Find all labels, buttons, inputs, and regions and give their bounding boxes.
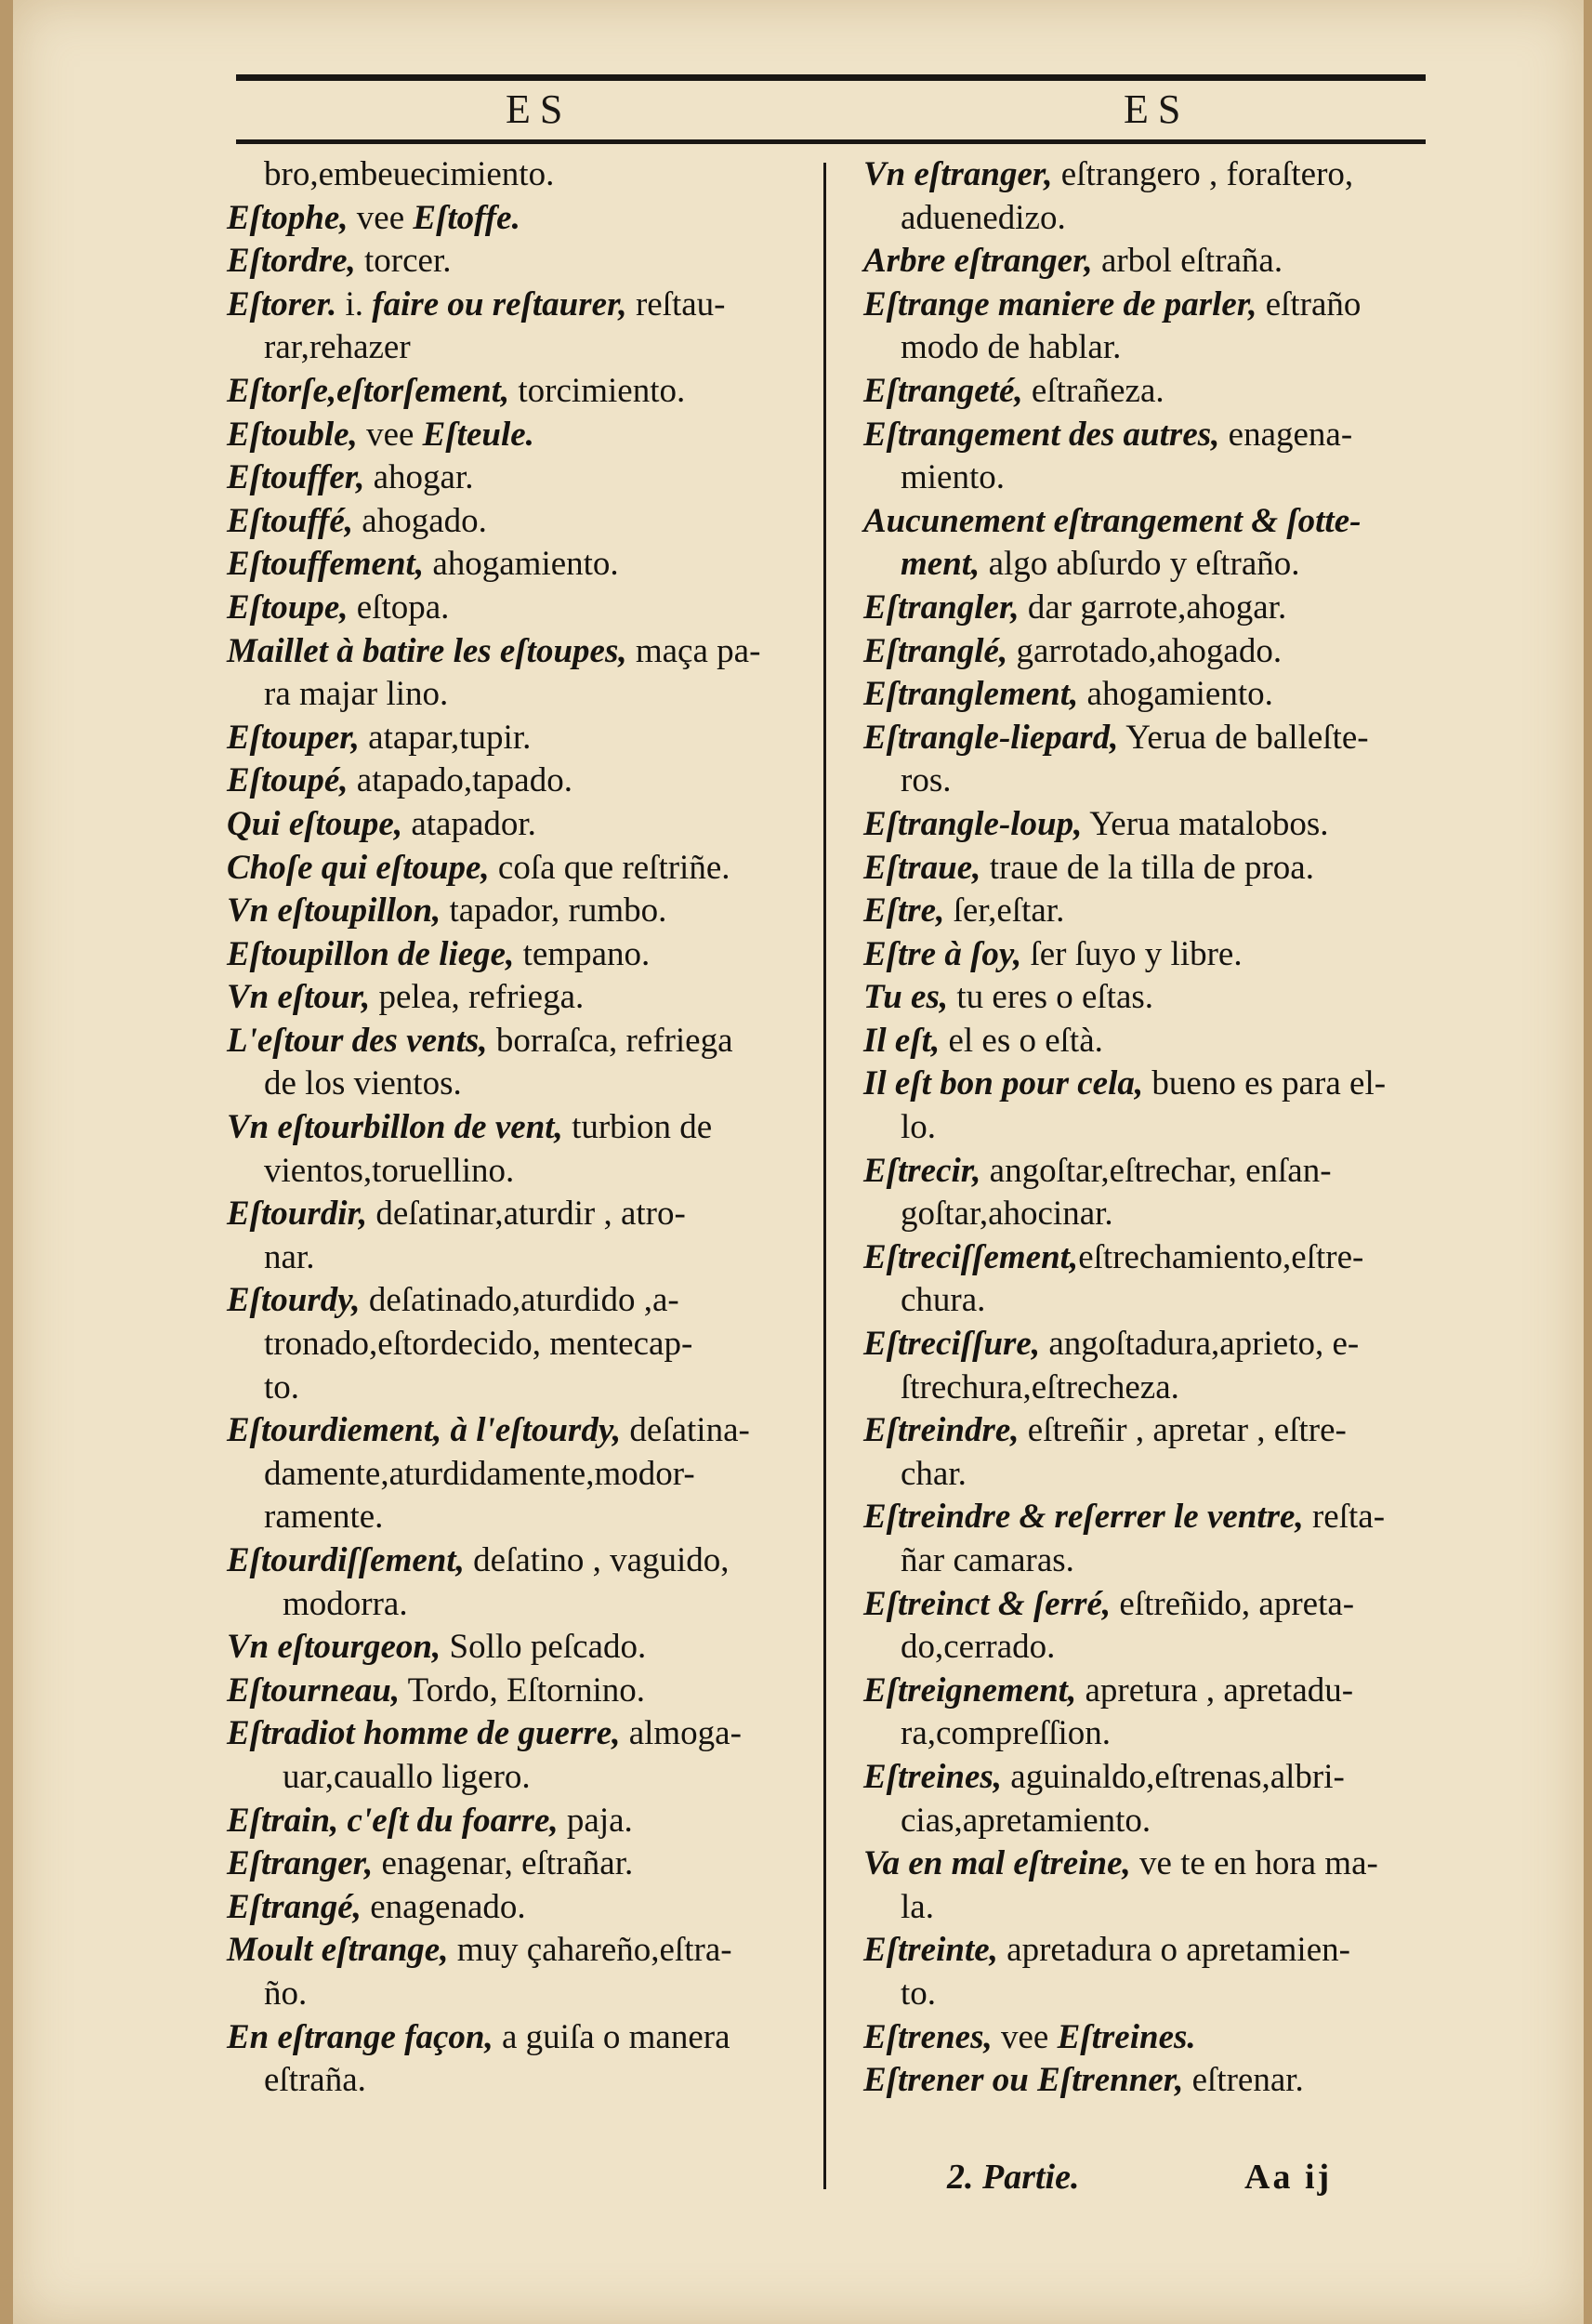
dictionary-line xyxy=(863,2059,1449,2103)
running-head-right: ES xyxy=(1124,86,1191,132)
spanish-gloss: eſtraño xyxy=(1256,284,1362,324)
spanish-gloss: atapado,tapado. xyxy=(348,761,572,800)
french-headword: Eſtrangement des autres, xyxy=(863,415,1220,454)
header-rule xyxy=(236,139,1426,144)
spanish-gloss: do,cerrado. xyxy=(901,1628,1056,1667)
spanish-gloss: eſtreñir , apretar , eſtre- xyxy=(1019,1411,1347,1450)
spanish-gloss: miento. xyxy=(901,458,1006,497)
french-headword: Il eſt, xyxy=(863,1021,941,1060)
spanish-gloss: dar garrote,ahogar. xyxy=(1019,588,1287,627)
spanish-gloss: uar,cauallo ligero. xyxy=(283,1757,531,1796)
spanish-gloss: apretura , apretadu- xyxy=(1076,1670,1354,1710)
spanish-gloss: algo abſurdo y eſtraño. xyxy=(980,545,1300,584)
spanish-gloss: i. xyxy=(336,284,373,324)
dictionary-line xyxy=(227,847,810,891)
spanish-gloss: tu eres o eſtas. xyxy=(948,978,1154,1017)
spanish-gloss: de los vientos. xyxy=(264,1064,462,1103)
dictionary-line xyxy=(863,1150,1449,1194)
dictionary-line xyxy=(863,1886,1449,1930)
dictionary-line xyxy=(227,1367,810,1410)
french-headword: Arbre eſtranger, xyxy=(863,242,1093,281)
french-headword: Choſe qui eſtoupe, xyxy=(227,848,490,887)
spanish-gloss: eſtreñido, apreta- xyxy=(1111,1584,1355,1623)
signature-label: 2. Partie. xyxy=(947,2158,1080,2197)
french-headword: Vn eſtoupillon, xyxy=(227,891,441,931)
spanish-gloss: enagenar, eſtrañar. xyxy=(373,1844,634,1883)
spanish-gloss: deſatinado,aturdido ,a- xyxy=(360,1281,679,1320)
french-headword: Eſtoupillon de liege, xyxy=(227,934,515,973)
spanish-gloss: a guiſa o manera xyxy=(493,2017,730,2056)
french-headword: Eſtourdir, xyxy=(227,1195,368,1234)
french-headword: Eſtourneau, xyxy=(227,1670,401,1710)
spanish-gloss: cias,apretamiento. xyxy=(901,1801,1151,1840)
spanish-gloss: atapar,tupir. xyxy=(359,718,532,757)
french-headword: Eſtre, xyxy=(863,891,945,931)
column-divider xyxy=(823,163,826,2189)
dictionary-line xyxy=(863,500,1449,544)
dictionary-line xyxy=(863,1367,1449,1410)
dictionary-line xyxy=(227,153,810,197)
dictionary-line xyxy=(227,326,810,370)
dictionary-line xyxy=(227,1020,810,1063)
spanish-gloss: maça pa- xyxy=(626,631,761,670)
spanish-gloss: bueno es para el- xyxy=(1143,1064,1387,1103)
spanish-gloss: vee xyxy=(357,415,423,454)
dictionary-line xyxy=(227,1583,810,1627)
spanish-gloss: el es o eſtà. xyxy=(940,1021,1103,1060)
spanish-gloss: eſtrangero , foraſtero, xyxy=(1052,155,1354,193)
french-headword: Eſtranglement, xyxy=(863,675,1079,714)
dictionary-line xyxy=(863,1670,1449,1713)
left-column xyxy=(227,153,810,2103)
dictionary-line xyxy=(227,1150,810,1194)
spanish-gloss: garrotado,ahogado. xyxy=(1007,631,1283,670)
dictionary-line xyxy=(863,1496,1449,1539)
top-rule xyxy=(236,74,1426,81)
dictionary-line xyxy=(227,587,810,630)
spanish-gloss: ſer,eſtar. xyxy=(944,891,1065,931)
french-headword: L'eſtour des vents, xyxy=(227,1021,488,1060)
french-headword: Eſtrecir, xyxy=(863,1151,981,1190)
spanish-gloss: tempano. xyxy=(514,934,651,973)
french-headword: Eſtrangle-loup, xyxy=(863,804,1083,843)
french-headword: Eſtradiot homme de guerre, xyxy=(227,1714,621,1753)
spanish-gloss: paja. xyxy=(558,1801,633,1840)
dictionary-line xyxy=(863,890,1449,933)
french-headword: Tu es, xyxy=(863,978,949,1017)
spanish-gloss: ñar camaras. xyxy=(901,1541,1074,1579)
spanish-gloss: enagenado. xyxy=(361,1887,526,1926)
running-head-left: ES xyxy=(506,86,572,132)
french-headword: Eſtrangle-liepard, xyxy=(863,718,1119,757)
dictionary-line xyxy=(227,1496,810,1539)
dictionary-line xyxy=(863,153,1449,197)
dictionary-line xyxy=(863,1236,1449,1280)
cross-reference: faire ou reſtaurer, xyxy=(372,284,627,324)
spanish-gloss: ño. xyxy=(264,1974,308,2013)
dictionary-line xyxy=(863,1929,1449,1973)
spanish-gloss: aduenedizo. xyxy=(901,198,1066,237)
dictionary-line xyxy=(863,976,1449,1020)
dictionary-line xyxy=(863,847,1449,891)
dictionary-line xyxy=(863,1323,1449,1367)
dictionary-line xyxy=(227,1279,810,1323)
french-headword: Va en mal eſtreine, xyxy=(863,1844,1131,1883)
french-headword: Eſtourdiement, à l'eſtourdy, xyxy=(227,1411,622,1450)
spanish-gloss: lo. xyxy=(901,1108,937,1147)
dictionary-line xyxy=(863,759,1449,803)
french-headword: Eſtreinct & ſerré, xyxy=(863,1584,1112,1623)
dictionary-line xyxy=(863,1539,1449,1583)
spanish-gloss: muy çahareño,eſtra- xyxy=(448,1931,732,1970)
dictionary-line xyxy=(227,1106,810,1150)
spanish-gloss: ra,compreſſion. xyxy=(901,1714,1112,1753)
spanish-gloss: tapador, rumbo. xyxy=(441,891,667,931)
spanish-gloss: vee xyxy=(348,198,414,237)
dictionary-line xyxy=(227,414,810,457)
dictionary-line xyxy=(863,326,1449,370)
french-headword: Eſtouffé, xyxy=(227,501,354,540)
french-headword: Vn eſtour, xyxy=(227,978,371,1017)
spanish-gloss: chura. xyxy=(901,1281,986,1320)
book-page xyxy=(13,0,1584,2324)
spanish-gloss: coſa que reſtriñe. xyxy=(489,848,730,887)
spanish-gloss: vee xyxy=(992,2017,1058,2056)
spanish-gloss: aguinaldo,eſtrenas,albri- xyxy=(1002,1757,1345,1796)
french-headword: Eſtouble, xyxy=(227,415,358,454)
dictionary-line xyxy=(227,284,810,327)
spanish-gloss: modo de hablar. xyxy=(901,328,1122,367)
dictionary-line xyxy=(227,500,810,544)
spanish-gloss: eſtopa. xyxy=(348,588,450,627)
french-headword: Eſtouper, xyxy=(227,718,360,757)
french-headword: Eſtrangé, xyxy=(227,1887,362,1926)
dictionary-line xyxy=(227,976,810,1020)
dictionary-line xyxy=(227,1409,810,1453)
dictionary-line xyxy=(863,1626,1449,1670)
spanish-gloss: ahogamiento. xyxy=(424,545,619,584)
spanish-gloss: angoſtar,eſtrechar, enſan- xyxy=(980,1151,1332,1190)
dictionary-line xyxy=(863,240,1449,284)
spanish-gloss: ve te en hora ma- xyxy=(1130,1844,1378,1883)
french-headword: Eſtourdy, xyxy=(227,1281,361,1320)
spanish-gloss: eſtrenar. xyxy=(1183,2061,1304,2100)
dictionary-line xyxy=(863,414,1449,457)
spanish-gloss: eſtrechamiento,eſtre- xyxy=(1078,1237,1364,1276)
dictionary-line xyxy=(863,370,1449,414)
spanish-gloss: traue de la tilla de proa. xyxy=(980,848,1314,887)
spanish-gloss: ahogado. xyxy=(353,501,487,540)
dictionary-line xyxy=(863,1800,1449,1843)
spanish-gloss: char. xyxy=(901,1454,967,1493)
spanish-gloss: nar. xyxy=(264,1237,315,1276)
dictionary-line xyxy=(227,2016,810,2060)
spanish-gloss: borraſca, refriega xyxy=(487,1021,733,1060)
cross-reference: Eſtoffe. xyxy=(413,198,520,237)
spanish-gloss: reſta- xyxy=(1303,1498,1386,1537)
spanish-gloss: ra majar lino. xyxy=(264,675,449,714)
dictionary-line xyxy=(227,1236,810,1280)
spanish-gloss: rar,rehazer xyxy=(264,328,411,367)
french-headword: ment, xyxy=(901,545,980,584)
spanish-gloss: torcimiento. xyxy=(509,371,686,410)
dictionary-line xyxy=(227,890,810,933)
dictionary-line xyxy=(863,1020,1449,1063)
spanish-gloss: to. xyxy=(901,1974,937,2013)
dictionary-line xyxy=(227,1323,810,1367)
spanish-gloss: bro,embeuecimiento. xyxy=(264,155,555,193)
french-headword: Eſtreindre, xyxy=(863,1411,1020,1450)
spanish-gloss: eſtraña. xyxy=(264,2061,366,2100)
french-headword: Eſtreciſſure, xyxy=(863,1325,1041,1364)
spanish-gloss: Sollo peſcado. xyxy=(441,1628,647,1667)
dictionary-line xyxy=(227,933,810,977)
spanish-gloss: angoſtadura,aprieto, e- xyxy=(1040,1325,1360,1364)
cross-reference: Eſtreines. xyxy=(1057,2017,1196,2056)
dictionary-line xyxy=(227,370,810,414)
dictionary-line xyxy=(863,543,1449,587)
spanish-gloss: modorra. xyxy=(283,1584,408,1623)
spanish-gloss: almoga- xyxy=(620,1714,742,1753)
french-headword: En eſtrange façon, xyxy=(227,2017,493,2056)
dictionary-line xyxy=(227,1453,810,1497)
french-headword: Eſtreines, xyxy=(863,1757,1003,1796)
spanish-gloss: Tordo, Eſtornino. xyxy=(400,1670,646,1710)
spanish-gloss: eſtrañeza. xyxy=(1022,371,1164,410)
spanish-gloss: ahogamiento. xyxy=(1078,675,1273,714)
dictionary-line xyxy=(227,717,810,760)
signature-mark: Aa ij xyxy=(1244,2158,1333,2197)
french-headword: Eſtordre, xyxy=(227,242,356,281)
dictionary-line xyxy=(227,1929,810,1973)
spanish-gloss: la. xyxy=(901,1887,934,1926)
dictionary-line xyxy=(863,803,1449,847)
dictionary-line xyxy=(227,1712,810,1756)
spanish-gloss: ramente. xyxy=(264,1498,384,1537)
dictionary-line xyxy=(863,630,1449,674)
dictionary-line xyxy=(863,456,1449,500)
dictionary-line xyxy=(863,1063,1449,1106)
french-headword: Vn eſtourbillon de vent, xyxy=(227,1108,563,1147)
dictionary-line xyxy=(863,587,1449,630)
dictionary-line xyxy=(227,1886,810,1930)
french-headword: Eſtrangler, xyxy=(863,588,1020,627)
dictionary-line xyxy=(863,1842,1449,1886)
french-headword: Eſtrener ou Eſtrenner, xyxy=(863,2061,1184,2100)
french-headword: Aucunement eſtrangement & ſotte- xyxy=(863,501,1362,540)
dictionary-line xyxy=(227,673,810,717)
spanish-gloss: turbion de xyxy=(562,1108,713,1147)
dictionary-line xyxy=(227,543,810,587)
french-headword: Eſtoupé, xyxy=(227,761,349,800)
french-headword: Eſtranger, xyxy=(227,1844,374,1883)
spanish-gloss: ſer ſuyo y libre. xyxy=(1021,934,1243,973)
dictionary-line xyxy=(863,1279,1449,1323)
french-headword: Eſtorer. xyxy=(227,284,337,324)
french-headword: Eſtreindre & reſerrer le ventre, xyxy=(863,1498,1304,1537)
dictionary-line xyxy=(227,197,810,241)
spanish-gloss: ros. xyxy=(901,761,952,800)
spanish-gloss: enagena- xyxy=(1219,415,1353,454)
dictionary-line xyxy=(863,1193,1449,1236)
spanish-gloss: Yerua matalobos. xyxy=(1082,804,1329,843)
french-headword: Vn eſtranger, xyxy=(863,155,1053,193)
dictionary-line xyxy=(227,759,810,803)
cross-reference: Eſteule. xyxy=(422,415,534,454)
french-headword: Eſtrain, c'eſt du foarre, xyxy=(227,1801,559,1840)
dictionary-line xyxy=(227,1626,810,1670)
french-headword: Qui eſtoupe, xyxy=(227,804,403,843)
dictionary-line xyxy=(863,933,1449,977)
dictionary-line xyxy=(863,1583,1449,1627)
french-headword: Eſtoupe, xyxy=(227,588,349,627)
dictionary-line xyxy=(863,1712,1449,1756)
spanish-gloss: deſatino , vaguido, xyxy=(464,1541,730,1579)
dictionary-line xyxy=(863,1973,1449,2016)
spanish-gloss: torcer. xyxy=(355,242,452,281)
french-headword: Il eſt bon pour cela, xyxy=(863,1064,1144,1103)
french-headword: Eſtouffement, xyxy=(227,545,425,584)
french-headword: Eſtophe, xyxy=(227,198,349,237)
spanish-gloss: deſatinar,aturdir , atro- xyxy=(367,1195,686,1234)
french-headword: Eſtreinte, xyxy=(863,1931,998,1970)
french-headword: Eſtouffer, xyxy=(227,458,365,497)
dictionary-line xyxy=(227,1842,810,1886)
spanish-gloss: tronado,eſtordecido, mentecap- xyxy=(264,1325,693,1364)
dictionary-line xyxy=(863,1453,1449,1497)
spanish-gloss: reſtau- xyxy=(626,284,726,324)
spanish-gloss: atapador. xyxy=(402,804,536,843)
dictionary-line xyxy=(227,2059,810,2103)
spanish-gloss: vientos,toruellino. xyxy=(264,1151,515,1190)
spanish-gloss: ahogar. xyxy=(364,458,474,497)
french-headword: Eſtrangeté, xyxy=(863,371,1023,410)
dictionary-line xyxy=(863,197,1449,241)
dictionary-line xyxy=(227,1539,810,1583)
dictionary-line xyxy=(863,1106,1449,1150)
french-headword: Eſtourdiſſement, xyxy=(227,1541,465,1579)
dictionary-line xyxy=(863,717,1449,760)
spanish-gloss: Yerua de balleſte- xyxy=(1118,718,1369,757)
french-headword: Eſtrenes, xyxy=(863,2017,993,2056)
french-headword: Vn eſtourgeon, xyxy=(227,1628,441,1667)
french-headword: Moult eſtrange, xyxy=(227,1931,449,1970)
spanish-gloss: to. xyxy=(264,1367,300,1406)
dictionary-line xyxy=(227,1756,810,1800)
french-headword: Maillet à batire les eſtoupes, xyxy=(227,631,627,670)
dictionary-line xyxy=(863,1409,1449,1453)
dictionary-line xyxy=(227,1800,810,1843)
spanish-gloss: damente,aturdidamente,modor- xyxy=(264,1454,695,1493)
dictionary-line xyxy=(227,1193,810,1236)
french-headword: Eſtorſe,eſtorſement, xyxy=(227,371,510,410)
french-headword: Eſtraue, xyxy=(863,848,981,887)
dictionary-line xyxy=(863,673,1449,717)
french-headword: Eſtre à ſoy, xyxy=(863,934,1022,973)
french-headword: Eſtreciſſement, xyxy=(863,1237,1079,1276)
spanish-gloss: arbol eſtraña. xyxy=(1092,242,1283,281)
dictionary-line xyxy=(227,456,810,500)
french-headword: Eſtranglé, xyxy=(863,631,1008,670)
dictionary-line xyxy=(227,1063,810,1106)
spanish-gloss: ſtrechura,eſtrecheza. xyxy=(901,1367,1179,1406)
right-column xyxy=(863,153,1449,2103)
dictionary-line xyxy=(863,2016,1449,2060)
spanish-gloss: apretadura o apretamien- xyxy=(997,1931,1350,1970)
dictionary-line xyxy=(227,630,810,674)
spanish-gloss: goſtar,ahocinar. xyxy=(901,1195,1113,1234)
dictionary-line xyxy=(227,1973,810,2016)
dictionary-line xyxy=(227,240,810,284)
french-headword: Eſtrange maniere de parler, xyxy=(863,284,1257,324)
french-headword: Eſtreignement, xyxy=(863,1670,1077,1710)
dictionary-line xyxy=(863,284,1449,327)
spanish-gloss: pelea, refriega. xyxy=(370,978,585,1017)
dictionary-line xyxy=(227,1670,810,1713)
dictionary-line xyxy=(227,803,810,847)
dictionary-line xyxy=(863,1756,1449,1800)
spanish-gloss: deſatina- xyxy=(621,1411,750,1450)
